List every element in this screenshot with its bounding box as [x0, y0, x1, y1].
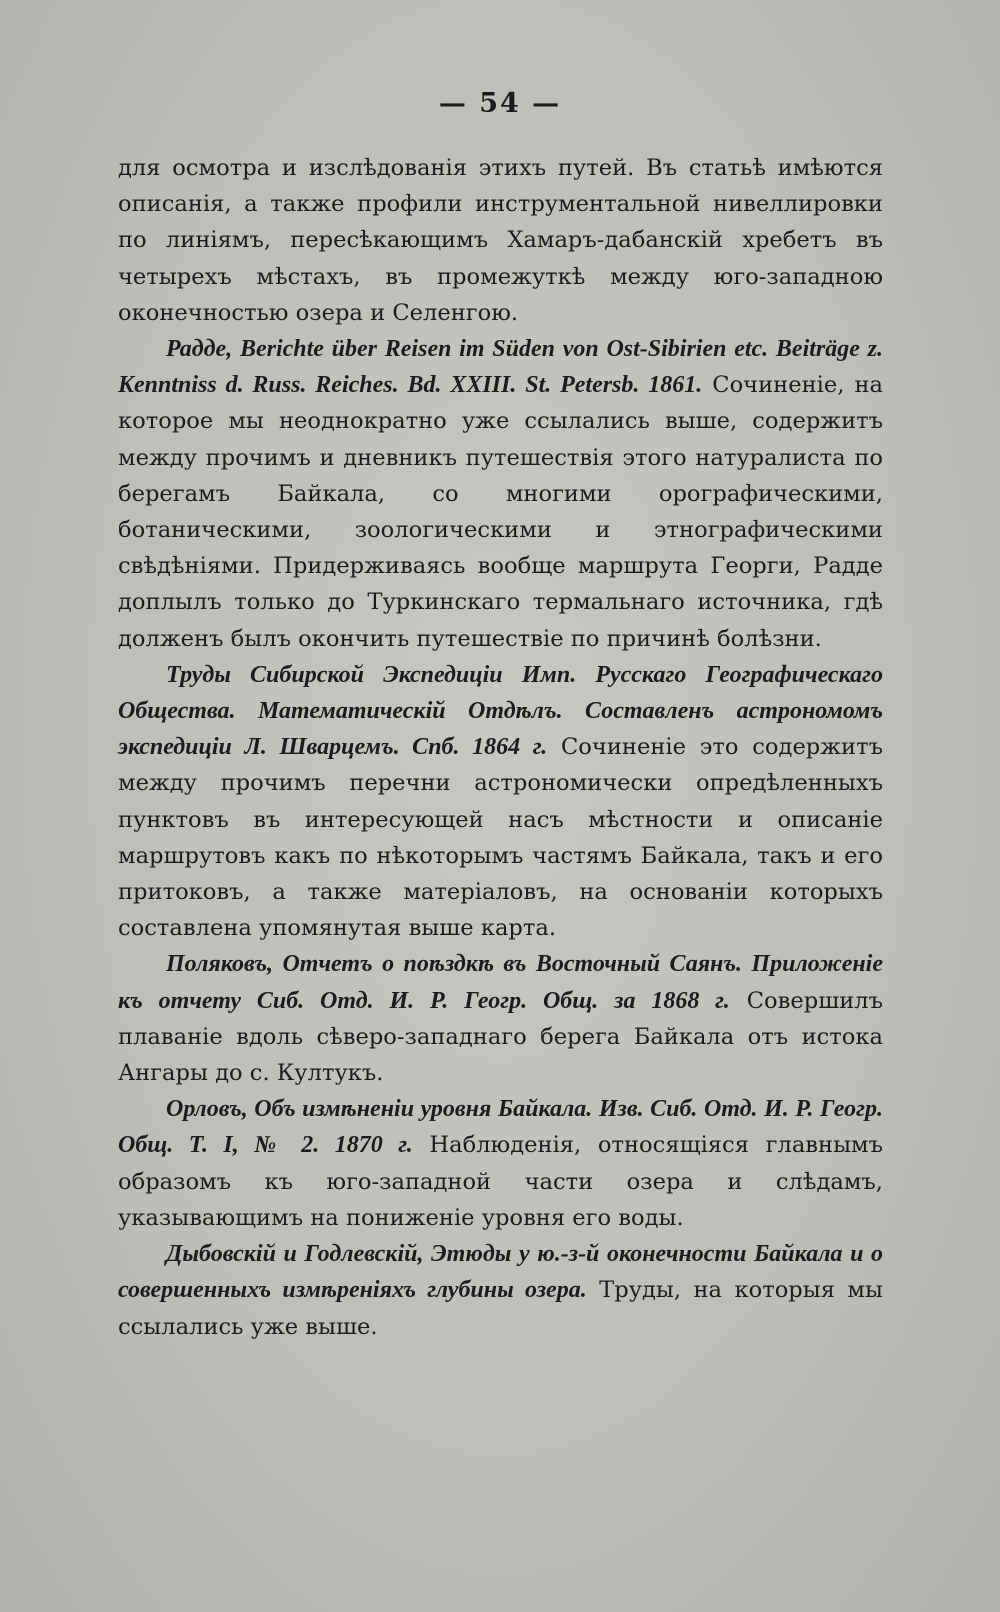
- paragraph-2: [118, 331, 883, 657]
- paragraph-5-citation: Орловъ, Объ измѣненіи уровня Байкала. Изв. Сиб. Отд. И. Р. Геогр. Общ. Т. I, № 2. 1870 г.: [118, 1096, 883, 1159]
- paragraph-3-text: Сочиненіе это содержитъ между прочимъ перечни астрономически опредѣленныхъ пунктовъ въ интересующей насъ мѣстности и описаніе маршрутовъ какъ по нѣкоторымъ частямъ Байкала, такъ и его притоковъ, а также матеріаловъ, на основаніи которыхъ составлена упомянутая выше карта.: [118, 734, 883, 942]
- paragraph-6-citation: Дыбовскій и Годлевскій, Этюды у ю.-з-й оконечности Байкала и о совершенныхъ измѣреніяхъ глубины озера.: [118, 1241, 883, 1304]
- paragraph-2-citation: Радде, Berichte über Reisen im Süden von Ost-Sibirien etc. Beiträge z. Kenntniss d. Russ. Reiches. Bd. XXIII. St. Petersb. 1861.: [118, 336, 883, 399]
- paragraph-1: [118, 150, 883, 331]
- paragraph-6-text: Труды, на которыя мы ссылались уже выше.: [118, 1277, 883, 1340]
- paragraph-4-citation: Поляковъ, Отчетъ о поѣздкѣ въ Восточный Саянъ. Приложеніе къ отчету Сиб. Отд. И. Р. Геогр. Общ. за 1868 г.: [118, 951, 883, 1014]
- paragraph-4: [118, 946, 883, 1091]
- paragraph-3-citation: Труды Сибирской Экспедиціи Имп. Русскаго Географическаго Общества. Математическій Отдѣлъ. Составленъ астрономомъ экспедиціи Л. Шварцемъ. Спб. 1864 г.: [118, 661, 883, 761]
- paragraph-4-text: Совершилъ плаваніе вдоль сѣверо-западнаго берега Байкала отъ истока Ангары до с. Култукъ.: [118, 987, 883, 1087]
- paragraph-3: [118, 657, 883, 947]
- paragraph-1-text: для осмотра и изслѣдованія этихъ путей. Въ статьѣ имѣются описанія, а также профили инструментальной нивеллировки по линіямъ, пересѣкающимъ Хамаръ-дабанскій хребетъ въ четырехъ мѣстахъ, въ промежуткѣ между юго-западною оконечностью озера и Селенгою.: [118, 155, 883, 326]
- paragraph-5: [118, 1091, 883, 1236]
- paragraph-5-text: Наблюденія, относящіяся главнымъ образомъ къ юго-западной части озера и слѣдамъ, указывающимъ на пониженіе уровня его воды.: [118, 1132, 884, 1231]
- paragraph-6: [118, 1236, 883, 1345]
- page-body: [118, 150, 883, 1345]
- paragraph-2-text: Сочиненіе, на которое мы неоднократно уже ссылались выше, содержитъ между прочимъ и дневникъ путешествія этого натуралиста по берегамъ Байкала, со многими орографическими, ботаническими, зоологическими и этнографическими свѣдѣніями. Придерживаясь вообще маршрута Георги, Радде доплылъ только до Туркинскаго термальнаго источника, гдѣ долженъ былъ окончить путешествіе по причинѣ болѣзни.: [118, 372, 883, 652]
- page-number: — 54 —: [438, 88, 562, 119]
